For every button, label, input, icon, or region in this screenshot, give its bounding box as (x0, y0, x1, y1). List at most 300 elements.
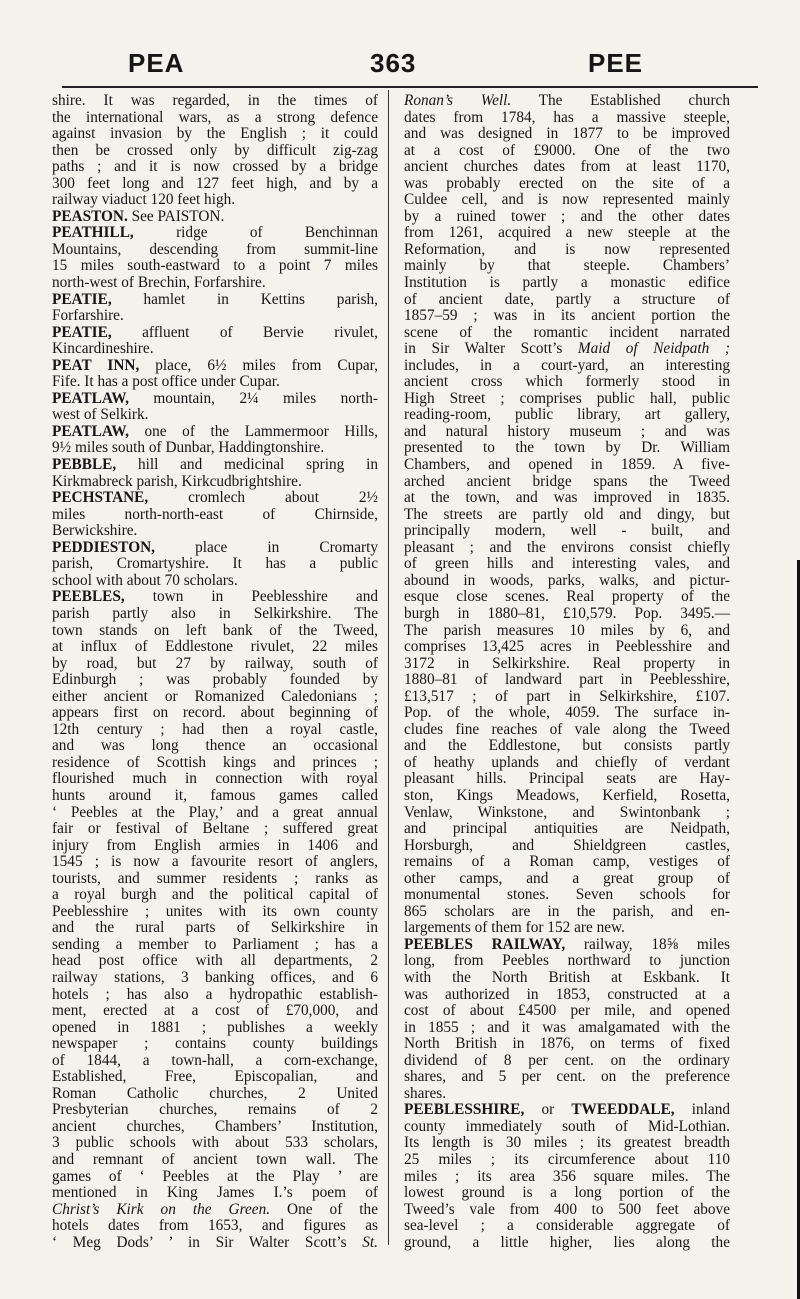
line-text: See PAISTON. (127, 207, 225, 225)
line-text: parish, Cromartyshire. It has a public (52, 555, 378, 573)
line-text: town stands on left bank of the Tweed, (52, 621, 378, 639)
italic-title: Christ’s Kirk on the Green. (52, 1200, 271, 1218)
text-line (404, 1152, 730, 1169)
text-line (404, 871, 730, 888)
text-line (404, 970, 730, 987)
line-text: sending a member to Parliament ; has a (52, 935, 378, 953)
text-line (404, 887, 730, 904)
text-line (52, 738, 378, 755)
line-text: or (524, 1101, 572, 1119)
line-text: paths ; and it is now crossed by a bridge (52, 158, 378, 176)
line-text: One of the (270, 1200, 378, 1218)
text-line (52, 93, 378, 110)
text-line (404, 457, 730, 474)
text-line (52, 110, 378, 127)
line-text: Horsburgh, and Shieldgreen castles, (404, 836, 730, 854)
text-line (52, 904, 378, 921)
entry-headword: PEATLAW, (52, 389, 129, 407)
text-line (404, 358, 730, 375)
text-line (52, 854, 378, 871)
line-text: flourished much in connection with royal (52, 770, 378, 788)
text-line (404, 1119, 730, 1136)
text-line (52, 1119, 378, 1136)
line-text: cludes fine reaches of vale along the Tweed (404, 720, 730, 738)
line-text: at the town, and was improved in 1835. (404, 489, 730, 507)
line-text: hunts around it, famous games called (52, 786, 378, 804)
line-text: fair or festival of Beltane ; suffered great (52, 820, 378, 838)
text-line (404, 1053, 730, 1070)
line-text: 3172 in Selkirkshire. Real property in (404, 654, 730, 672)
line-text: Edinburgh ; was probably founded by (52, 671, 378, 689)
text-line (52, 1218, 378, 1235)
line-text: 865 scholars are in the parish, and en- (404, 902, 730, 920)
line-text: county immediately south of Mid-Lothian. (404, 1117, 730, 1135)
text-line (52, 838, 378, 855)
text-line (52, 192, 378, 209)
line-text: and remnant of ancient town wall. The (52, 1151, 378, 1168)
line-text: ston, Kings Meadows, Kerfield, Rosetta, (404, 786, 730, 804)
line-text: sea-level ; a considerable aggregate of (404, 1217, 730, 1235)
text-line (52, 159, 378, 176)
text-line (52, 953, 378, 970)
text-line (404, 440, 730, 457)
line-text: appears first on record. about beginning of (52, 704, 378, 722)
text-line (52, 639, 378, 656)
line-text: mainly by that steeple. Chambers’ (404, 257, 730, 275)
text-line (404, 143, 730, 160)
line-text: The parish measures 10 miles by 6, and (404, 621, 730, 639)
text-line (52, 1152, 378, 1169)
page-number: 363 (370, 48, 417, 78)
line-text: of 1844, a town-hall, a corn-exchange, (52, 1051, 378, 1069)
line-text: from 1261, acquired a new steeple at the (404, 224, 730, 242)
text-line (404, 507, 730, 524)
line-text: ancient cross which formerly stood in (404, 373, 730, 391)
line-text: against invasion by the English ; it could (52, 125, 378, 143)
entry-headword: PEEBLES RAILWAY, (404, 935, 566, 953)
text-line (404, 1202, 730, 1219)
line-text: west of Selkirk. (52, 406, 149, 424)
line-text: affluent of Bervie rivulet, (111, 323, 378, 341)
line-text: comprises 13,425 acres in Peeblesshire and (404, 638, 730, 656)
header-left-guide-word: PEA (128, 48, 185, 78)
text-line (52, 341, 378, 358)
entry-headword: TWEEDDALE, (571, 1101, 675, 1119)
line-text: mentioned in King James I.’s poem of (52, 1184, 378, 1202)
line-text: by a ruined tower ; and the other dates (404, 207, 730, 225)
text-line (404, 225, 730, 242)
text-line (52, 1036, 378, 1053)
text-line (52, 1086, 378, 1103)
line-text: games of ‘ Peebles at the Play ’ are (52, 1167, 378, 1185)
line-text: newspaper ; contains county buildings (52, 1035, 378, 1053)
text-line (52, 937, 378, 954)
line-text: mountain, 2¼ miles north- (128, 389, 378, 407)
line-text: abound in woods, parks, walks, and pictur- (404, 571, 730, 589)
line-text: remains of a Roman camp, vestiges of (404, 853, 730, 871)
line-text: Kirkmabreck parish, Kirkcudbrightshire. (52, 472, 302, 490)
line-text: burgh in 1880–81, £10,579. Pop. 3495.— (404, 604, 730, 622)
entry-headword: PEEBLES, (52, 588, 125, 606)
line-text: ancient churches dates from at least 1170, (404, 158, 730, 176)
text-line (404, 242, 730, 259)
text-line (52, 358, 378, 375)
text-line (52, 474, 378, 491)
text-line (52, 143, 378, 160)
text-line (404, 258, 730, 275)
text-line (404, 953, 730, 970)
line-text: long, from Peebles northward to junction (404, 952, 730, 970)
entry-headword: PEEBLESSHIRE, (404, 1101, 525, 1119)
line-text: ground, a little higher, lies along the (404, 1233, 730, 1251)
running-header (0, 48, 800, 78)
line-text: pleasant ; and the environs consist chiefly (404, 538, 730, 556)
line-text: injury from English armies in 1406 and (52, 836, 378, 854)
text-line (52, 987, 378, 1004)
line-text: hamlet in Kettins parish, (111, 290, 378, 308)
text-line (404, 424, 730, 441)
line-text: of heathy uplands and chiefly of verdant (404, 753, 730, 771)
text-line (52, 292, 378, 309)
text-line (52, 771, 378, 788)
entry-headword: PEATHILL, (52, 224, 134, 242)
line-text: shares. (404, 1084, 447, 1102)
text-line (52, 209, 378, 226)
text-line (404, 308, 730, 325)
text-line (404, 1102, 730, 1119)
text-line (52, 258, 378, 275)
line-text: presented to the town by Dr. William (404, 439, 730, 457)
text-line (52, 1020, 378, 1037)
entry-headword: PEDDIESTON, (52, 538, 155, 556)
line-text: railway viaduct 120 feet high. (52, 191, 236, 209)
text-line (404, 110, 730, 127)
text-line (404, 854, 730, 871)
text-line (52, 755, 378, 772)
text-line (404, 705, 730, 722)
line-text: Forfarshire. (52, 307, 124, 325)
line-text: Its length is 30 miles ; its greatest breadth (404, 1134, 730, 1152)
text-line (404, 1218, 730, 1235)
line-text: lowest ground is a long portion of the (404, 1184, 730, 1202)
line-text: High Street ; comprises public hall, public (404, 389, 730, 407)
text-line (404, 292, 730, 309)
line-text: hotels ; has also a hydropathic establish- (52, 985, 378, 1003)
line-text: Culdee cell, and is now represented mainly (404, 191, 730, 209)
line-text: 12th century ; had then a royal castle, (52, 720, 378, 738)
line-text: miles north-north-east of Chirnside, (52, 505, 378, 523)
line-text: by road, but 27 by railway, south of (52, 654, 378, 672)
line-text: railway, 18⅝ miles (565, 935, 730, 953)
line-text: 15 miles south-eastward to a point 7 miles (52, 257, 378, 275)
text-line (52, 788, 378, 805)
text-line (52, 523, 378, 540)
text-line (52, 391, 378, 408)
text-line (52, 722, 378, 739)
entry-headword: PEBBLE, (52, 456, 117, 474)
line-text: with the North British at Eskbank. It (404, 968, 730, 986)
line-text: at a cost of £9000. One of the two (404, 141, 730, 159)
text-line (52, 1135, 378, 1152)
line-text: and the Eddlestone, but consists partly (404, 737, 730, 755)
text-line (404, 126, 730, 143)
line-text: arched ancient bridge spans the Tweed (404, 472, 730, 490)
text-line (404, 689, 730, 706)
text-line (404, 656, 730, 673)
line-text: 1880–81 of landward part in Peeblesshire, (404, 671, 730, 689)
line-text: ‘ Meg Dods’ ’ in Sir Walter Scott’s (52, 1233, 363, 1251)
line-text: dividend of 8 per cent. on the ordinary (404, 1051, 730, 1069)
line-text: The streets are partly old and dingy, but (404, 505, 730, 523)
text-line (404, 391, 730, 408)
line-text: and was designed in 1877 to be improved (404, 125, 730, 143)
line-text: Chambers, and opened in 1859. A five- (404, 456, 730, 474)
line-text: in Sir Walter Scott’s (404, 340, 578, 358)
line-text: Presbyterian churches, remains of 2 (52, 1101, 378, 1119)
line-text: ment, erected at a cost of £70,000, and (52, 1002, 378, 1020)
line-text: Established, Free, Episcopalian, and (52, 1068, 378, 1086)
line-text: either ancient or Romanized Caledonians ; (52, 687, 378, 705)
text-line (52, 1202, 378, 1219)
text-line (404, 904, 730, 921)
text-line (52, 457, 378, 474)
text-line (52, 589, 378, 606)
line-text: cost of about £4500 per mile, and opened (404, 1002, 730, 1020)
text-line (404, 722, 730, 739)
text-line (52, 689, 378, 706)
text-line (52, 407, 378, 424)
text-line (404, 1003, 730, 1020)
line-text: ‘ Peebles at the Play,’ and a great annual (52, 803, 378, 821)
text-line (52, 623, 378, 640)
text-line (404, 606, 730, 623)
text-line (404, 771, 730, 788)
line-text: and natural history museum ; and was (404, 422, 730, 440)
text-line (52, 440, 378, 457)
entry-headword: PEATIE, (52, 323, 112, 341)
text-line (52, 920, 378, 937)
line-text: and principal antiquities are Neidpath, (404, 820, 730, 838)
line-text: Kincardineshire. (52, 340, 154, 358)
text-line (404, 1235, 730, 1252)
text-line (404, 573, 730, 590)
text-line (404, 474, 730, 491)
text-line (404, 275, 730, 292)
text-line (404, 788, 730, 805)
text-line (52, 887, 378, 904)
text-line (52, 374, 378, 391)
text-line (404, 639, 730, 656)
text-line (404, 556, 730, 573)
text-line (404, 325, 730, 342)
line-text: Venlaw, Winkstone, and Swintonbank ; (404, 803, 730, 821)
text-line (52, 970, 378, 987)
line-text: school with about 70 scholars. (52, 571, 238, 589)
line-text: Reformation, and is now represented (404, 240, 730, 258)
text-line (52, 1069, 378, 1086)
text-line (52, 424, 378, 441)
text-line (404, 341, 730, 358)
line-text: head post office with all departments, 2 (52, 952, 378, 970)
text-line (404, 374, 730, 391)
text-line (52, 126, 378, 143)
text-line (404, 805, 730, 822)
line-text: the international wars, as a strong defence (52, 108, 378, 126)
text-line (404, 159, 730, 176)
header-right-guide-word: PEE (588, 48, 644, 78)
line-text: 300 feet long and 127 feet high, and by a (52, 174, 378, 192)
line-text: scene of the romantic incident narrated (404, 323, 730, 341)
line-text: pleasant hills. Principal seats are Hay- (404, 770, 730, 788)
text-line (52, 242, 378, 259)
line-text: 9½ miles south of Dunbar, Haddingtonshire. (52, 439, 325, 457)
text-line (404, 623, 730, 640)
text-line (52, 1235, 378, 1252)
line-text: opened in 1881 ; publishes a weekly (52, 1018, 378, 1036)
text-line (52, 540, 378, 557)
line-text: 1857–59 ; was in its ancient portion the (404, 307, 730, 325)
left-column (52, 93, 378, 1251)
text-line (404, 821, 730, 838)
entry-headword: PEATIE, (52, 290, 112, 308)
line-text: includes, in a court-yard, an interesting (404, 356, 730, 374)
line-text: hotels dates from 1653, and figures as (52, 1217, 378, 1235)
header-rule (62, 86, 758, 88)
line-text: parish partly also in Selkirkshire. The (52, 604, 378, 622)
text-line (52, 308, 378, 325)
entry-headword: PECHSTANE, (52, 489, 149, 507)
line-text: north-west of Brechin, Forfarshire. (52, 274, 266, 292)
entry-headword: PEATLAW, (52, 422, 129, 440)
line-text: hill and medicinal spring in (116, 456, 378, 474)
line-text: dates from 1784, has a massive steeple, (404, 108, 730, 126)
text-line (404, 1069, 730, 1086)
text-line (404, 209, 730, 226)
text-line (404, 838, 730, 855)
line-text: at influx of Eddlestone rivulet, 22 miles (52, 638, 378, 656)
italic-title: Maid of Neidpath ; (577, 340, 730, 358)
line-text: other camps, and a great group of (404, 869, 730, 887)
line-text: and was long thence an occasional (52, 737, 378, 755)
text-line (404, 490, 730, 507)
text-line (52, 821, 378, 838)
text-line (404, 407, 730, 424)
text-line (52, 705, 378, 722)
text-line (404, 589, 730, 606)
line-text: railway stations, 3 banking offices, and 6 (52, 968, 378, 986)
text-line (52, 805, 378, 822)
entry-headword: PEASTON. (52, 207, 128, 225)
text-line (52, 1169, 378, 1186)
line-text: then be crossed only by difficult zig-zag (52, 141, 378, 159)
line-text: shares, and 5 per cent. on the preference (404, 1068, 730, 1086)
line-text: tourists, and summer residents ; ranks as (52, 869, 378, 887)
line-text: in 1855 ; and it was amalgamated with the (404, 1018, 730, 1036)
text-line (404, 192, 730, 209)
text-line (52, 556, 378, 573)
line-text: one of the Lammermoor Hills, (128, 422, 378, 440)
line-text: 25 miles ; its circumference about 110 (404, 1151, 730, 1168)
line-text: was probably erected on the site of a (404, 174, 730, 192)
line-text: Pop. of the whole, 4059. The surface in- (404, 704, 730, 722)
line-text: reading-room, public library, art gallery, (404, 406, 730, 424)
text-line (404, 920, 730, 937)
line-text: town in Peeblesshire and (124, 588, 378, 606)
line-text: largements of them for 152 are new. (404, 919, 625, 937)
line-text: Institution is partly a monastic edifice (404, 274, 730, 292)
right-column (404, 93, 730, 1251)
text-line (52, 507, 378, 524)
text-line (404, 738, 730, 755)
text-line (52, 176, 378, 193)
line-text: North British in 1876, on terms of fixed (404, 1035, 730, 1053)
line-text: ridge of Benchinnan (133, 224, 378, 242)
text-line (52, 656, 378, 673)
text-line (52, 1003, 378, 1020)
line-text: Peeblesshire ; unites with its own county (52, 902, 378, 920)
text-line (52, 871, 378, 888)
line-text: of ancient date, partly a structure of (404, 290, 730, 308)
text-line (52, 606, 378, 623)
line-text: a royal burgh and the political capital of (52, 886, 378, 904)
line-text: shire. It was regarded, in the times of (52, 92, 378, 109)
line-text: Mountains, descending from summit-line (52, 240, 378, 258)
text-line (404, 1036, 730, 1053)
line-text: ancient churches, Chambers’ Institution, (52, 1117, 378, 1135)
line-text: of green hills and interesting vales, and (404, 555, 730, 573)
line-text: cromlech about 2½ (148, 489, 378, 507)
text-line (404, 1135, 730, 1152)
text-line (52, 672, 378, 689)
text-line (404, 672, 730, 689)
line-text: inland (674, 1101, 730, 1119)
line-text: monumental stones. Seven schools for (404, 886, 730, 904)
text-line (52, 573, 378, 590)
line-text: was authorized in 1853, constructed at a (404, 985, 730, 1003)
text-line (404, 755, 730, 772)
text-line (404, 540, 730, 557)
line-text: esque close scenes. Real property of the (404, 588, 730, 606)
line-text: Tweed’s vale from 400 to 500 feet above (404, 1200, 730, 1218)
line-text: Fife. It has a post office under Cupar. (52, 373, 280, 391)
line-text: miles ; its area 356 square miles. The (404, 1167, 730, 1185)
line-text: The Established church (511, 92, 730, 109)
text-line (404, 1020, 730, 1037)
column-divider (388, 90, 389, 1245)
text-line (52, 1053, 378, 1070)
text-line (52, 325, 378, 342)
text-line (404, 93, 730, 110)
entry-headword: PEAT INN, (52, 356, 140, 374)
italic-title: Ronan’s Well. (404, 92, 512, 109)
line-text: Berwickshire. (52, 522, 138, 540)
text-line (404, 1169, 730, 1186)
italic-title: St. (362, 1233, 378, 1251)
line-text: residence of Scottish kings and princes ; (52, 753, 378, 771)
text-line (404, 937, 730, 954)
line-text: 1545 ; is now a favourite resort of anglers, (52, 853, 378, 871)
text-line (404, 523, 730, 540)
text-line (404, 176, 730, 193)
line-text: principally modern, well - built, and (404, 522, 730, 540)
line-text: and the rural parts of Selkirkshire in (52, 919, 378, 937)
text-line (52, 1102, 378, 1119)
text-line (404, 1086, 730, 1103)
text-line (404, 1185, 730, 1202)
line-text: 3 public schools with about 533 scholars, (52, 1134, 378, 1152)
line-text: place in Cromarty (155, 538, 378, 556)
text-line (52, 490, 378, 507)
